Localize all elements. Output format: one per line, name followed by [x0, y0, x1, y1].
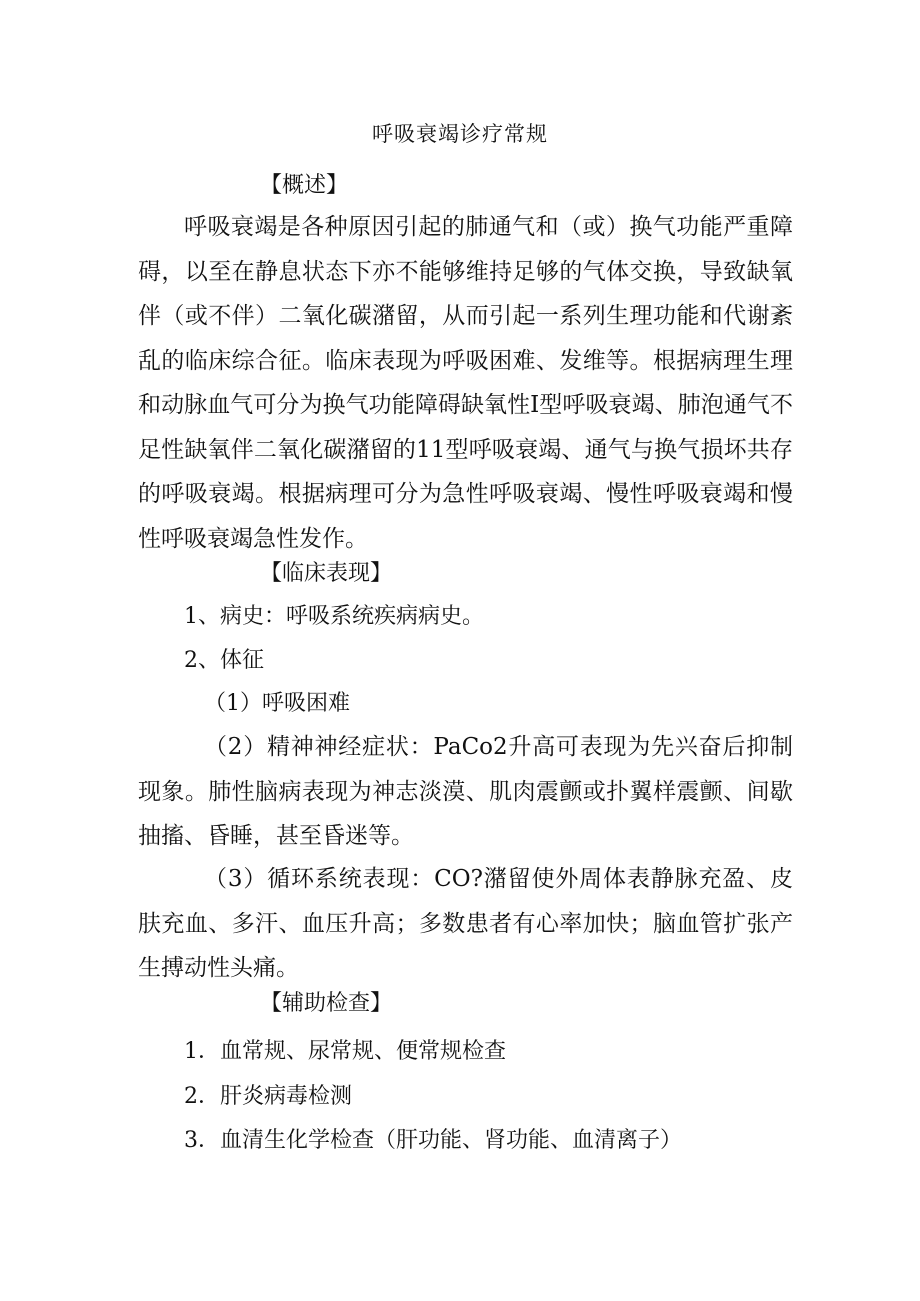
section-heading-clinical: 【临床表现】	[260, 561, 393, 586]
clinical-sub-circulatory: （3）循环系统表现：CO?潴留使外周体表静脉充盈、皮肤充血、多汗、血压升高；多数患者有心率加快；脑血管扩张产生搏动性头痛。	[138, 866, 793, 981]
clinical-sub-dyspnea: （1）呼吸困难	[204, 691, 350, 716]
section-heading-auxiliary: 【辅助检查】	[260, 991, 393, 1016]
auxiliary-item: 2．肝炎病毒检测	[184, 1084, 352, 1109]
section-heading-overview: 【概述】	[260, 173, 349, 198]
clinical-item-signs: 2、体征	[184, 648, 264, 673]
clinical-item-history: 1、病史：呼吸系统疾病病史。	[184, 604, 484, 629]
auxiliary-item: 3．血清生化学检查（肝功能、肾功能、血清离子）	[184, 1128, 682, 1153]
auxiliary-item: 1．血常规、尿常规、便常规检查	[184, 1039, 506, 1064]
overview-paragraph: 呼吸衰竭是各种原因引起的肺通气和（或）换气功能严重障碍，以至在静息状态下亦不能够维持足够的气体交换，导致缺氧伴（或不伴）二氧化碳潴留，从而引起一系列生理功能和代谢紊乱的临床综合征。临床表现为呼吸困难、发维等。根据病理生理和动脉血气可分为换气功能障碍缺氧性Ⅰ型呼吸衰竭、肺泡通气不足性缺氧伴二氧化碳潴留的11型呼吸衰竭、通气与换气损坏共存的呼吸衰竭。根据病理可分为急性呼吸衰竭、慢性呼吸衰竭和慢性呼吸衰竭急性发作。	[138, 214, 793, 552]
clinical-sub-neuro: （2）精神神经症状：PaCo2升高可表现为先兴奋后抑制现象。肺性脑病表现为神志淡漠、肌肉震颤或扑翼样震颤、间歇抽搐、昏睡，甚至昏迷等。	[138, 734, 793, 849]
document-title: 呼吸衰竭诊疗常规	[372, 122, 548, 146]
